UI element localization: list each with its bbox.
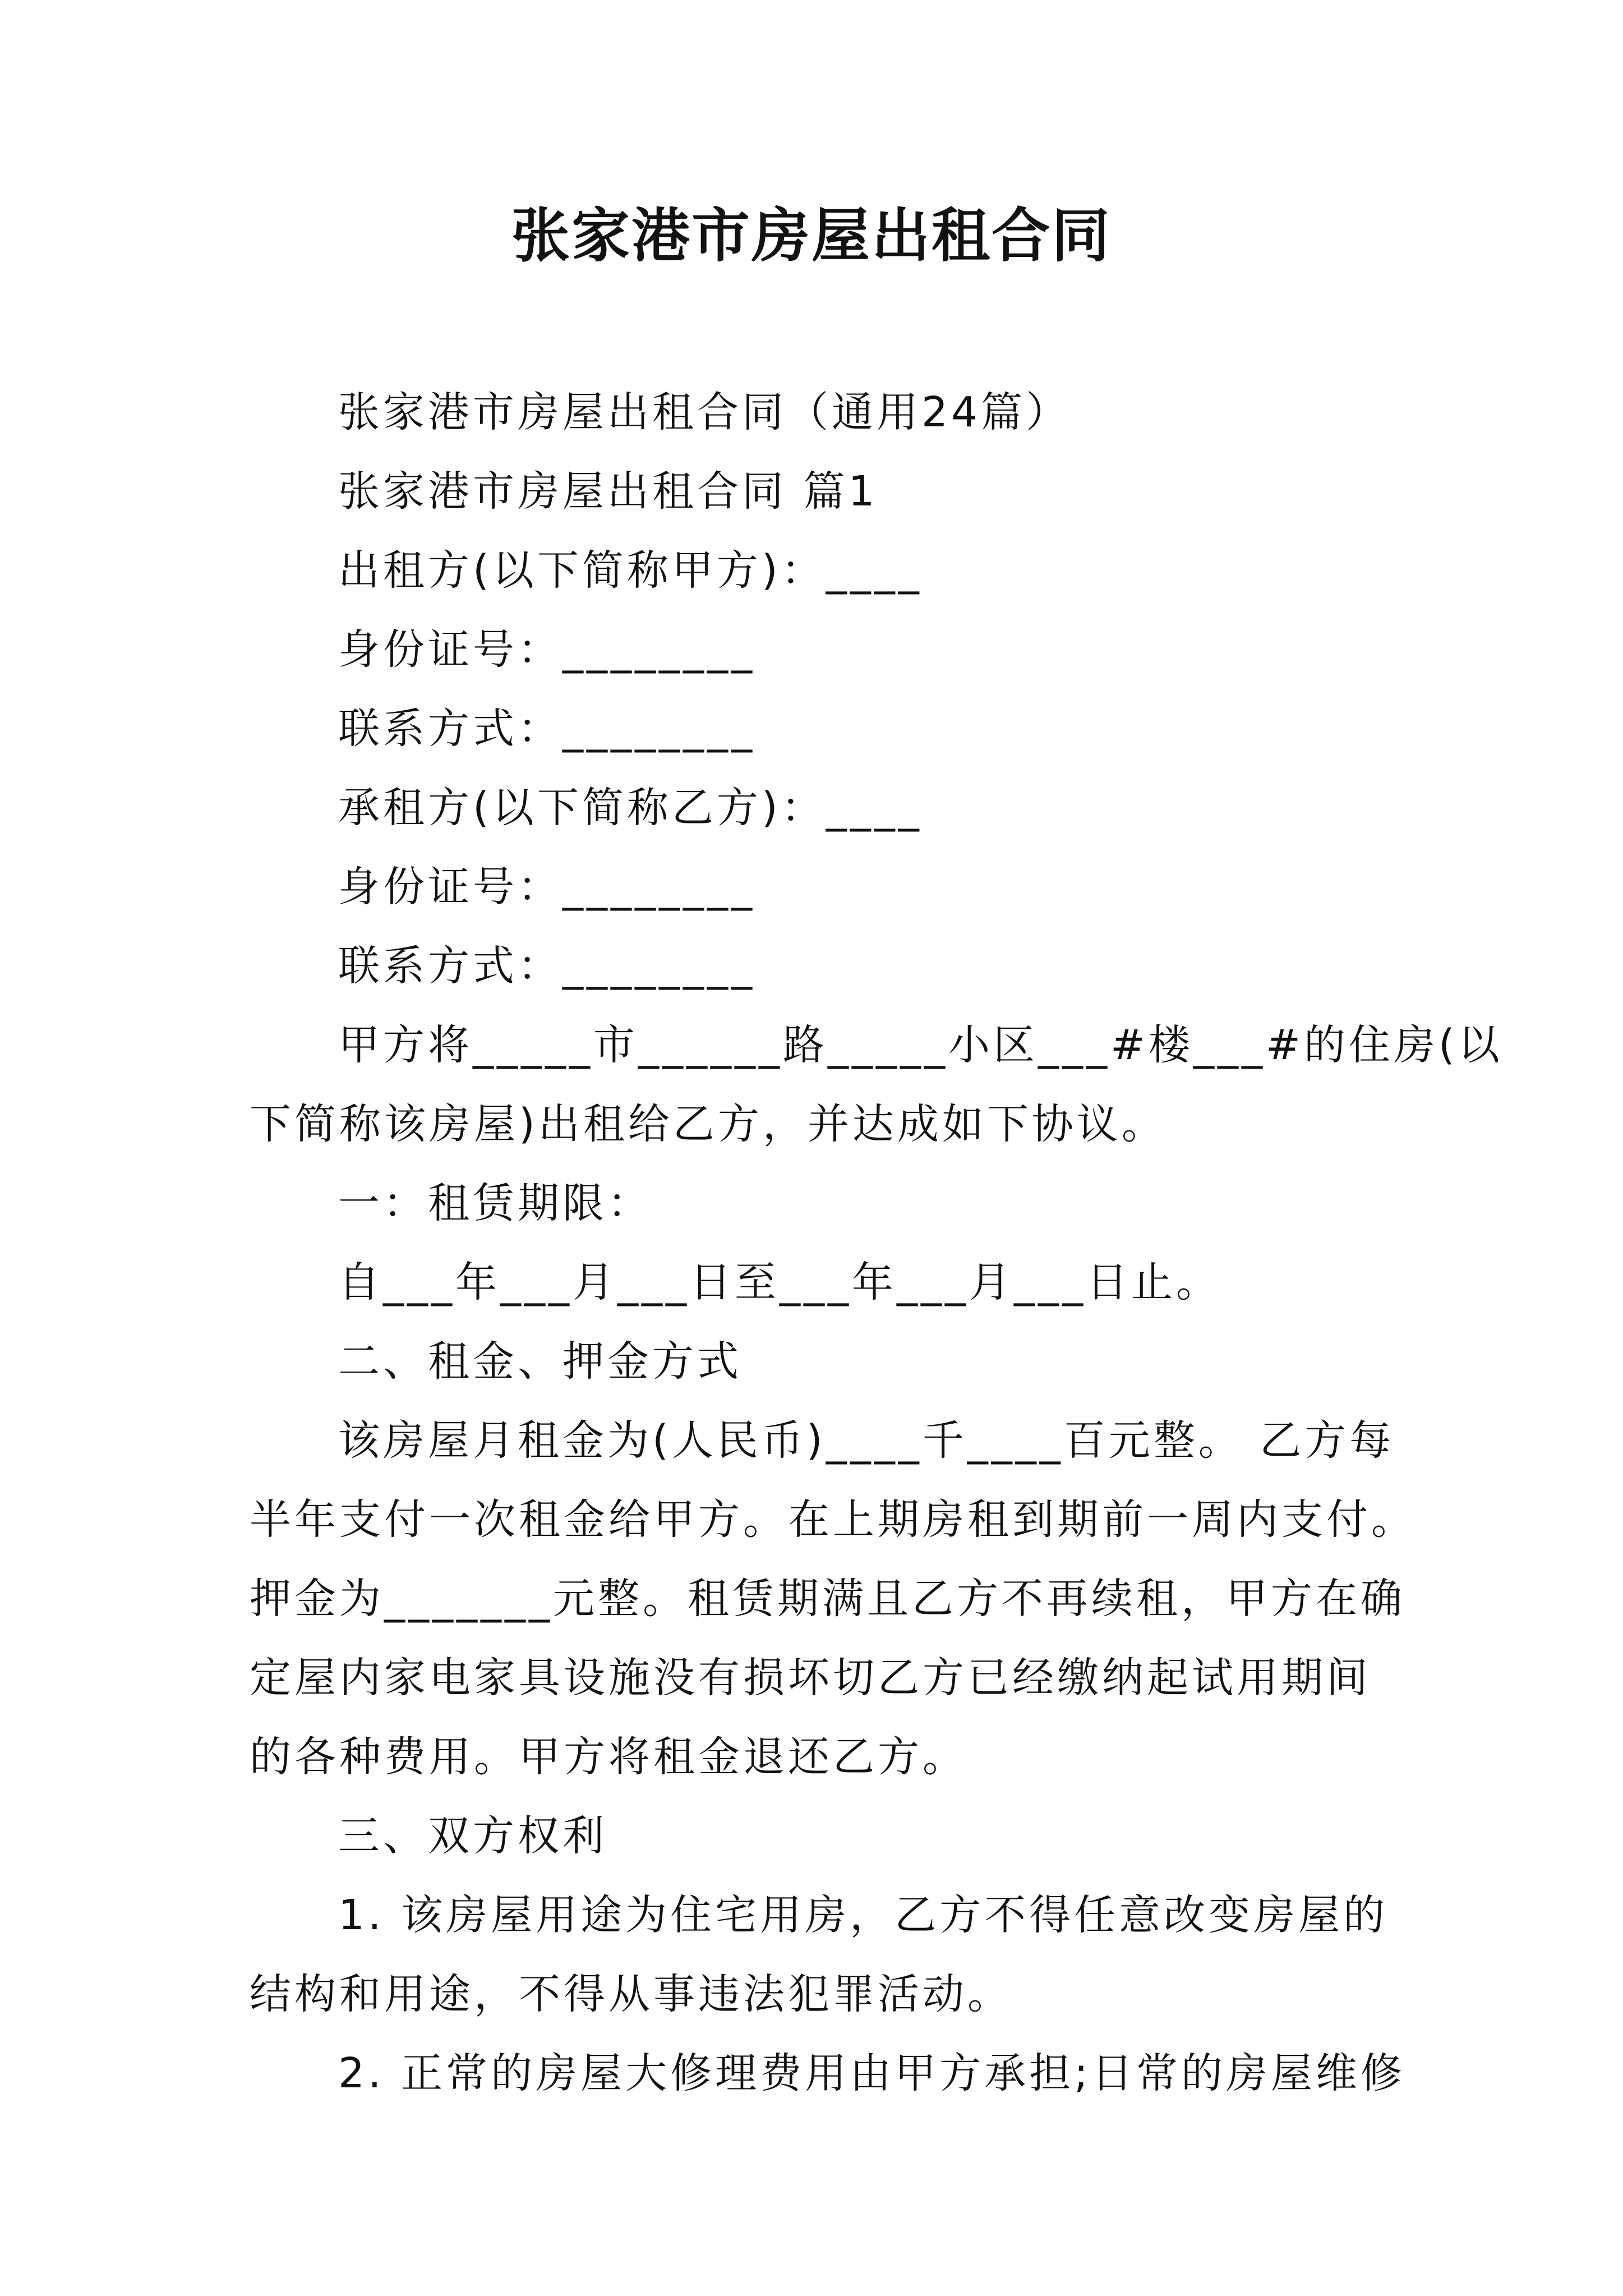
document-title: 张家港市房屋出租合同 — [511, 201, 1112, 270]
rights-item-1-line-2: 结构和用途，不得从事违法犯罪活动。 — [250, 1970, 1012, 2018]
rent-paragraph-line-2: 半年支付一次租金给甲方。在上期房租到期前一周内支付。 — [250, 1496, 1416, 1544]
lessee-line: 承租方(以下简称乙方)：____ — [338, 784, 923, 832]
lease-term-heading: 一：租赁期限： — [338, 1179, 652, 1227]
rights-item-2-line-1: 2. 正常的房屋大修理费用由甲方承担;日常的房屋维修 — [338, 2049, 1406, 2097]
section-heading-line: 张家港市房屋出租合同 篇1 — [338, 467, 878, 516]
subtitle-line: 张家港市房屋出租合同（通用24篇） — [338, 388, 1071, 436]
rent-paragraph-line-3: 押金为_______元整。租赁期满且乙方不再续租，甲方在确 — [250, 1575, 1405, 1623]
rent-paragraph-line-1: 该房屋月租金为(人民币)____千____百元整。 乙方每 — [338, 1416, 1395, 1465]
rights-item-1-line-1: 1. 该房屋用途为住宅用房，乙方不得任意改变房屋的 — [338, 1891, 1389, 1939]
property-address-line: 甲方将_____市______路_____小区___#楼___#的住房(以 — [338, 1021, 1503, 1069]
property-address-continuation-line: 下简称该房屋)出租给乙方，并达成如下协议。 — [250, 1100, 1166, 1148]
lessor-id-line: 身份证号：________ — [338, 625, 755, 674]
lessee-id-line: 身份证号：________ — [338, 863, 755, 911]
document-body — [250, 373, 1503, 2113]
lessee-contact-line: 联系方式：________ — [338, 942, 755, 990]
rent-paragraph-line-4: 定屋内家电家具设施没有损坏切乙方已经缴纳起试用期间 — [250, 1654, 1371, 1702]
rent-paragraph-line-5: 的各种费用。甲方将租金退还乙方。 — [250, 1733, 967, 1781]
lessor-line: 出租方(以下简称甲方)：____ — [338, 546, 923, 595]
lease-term-dates-line: 自___年___月___日至___年___月___日止。 — [338, 1258, 1221, 1306]
lessor-contact-line: 联系方式：________ — [338, 705, 755, 753]
rights-heading: 三、双方权利 — [338, 1812, 607, 1860]
rent-deposit-heading: 二、租金、押金方式 — [338, 1337, 742, 1386]
